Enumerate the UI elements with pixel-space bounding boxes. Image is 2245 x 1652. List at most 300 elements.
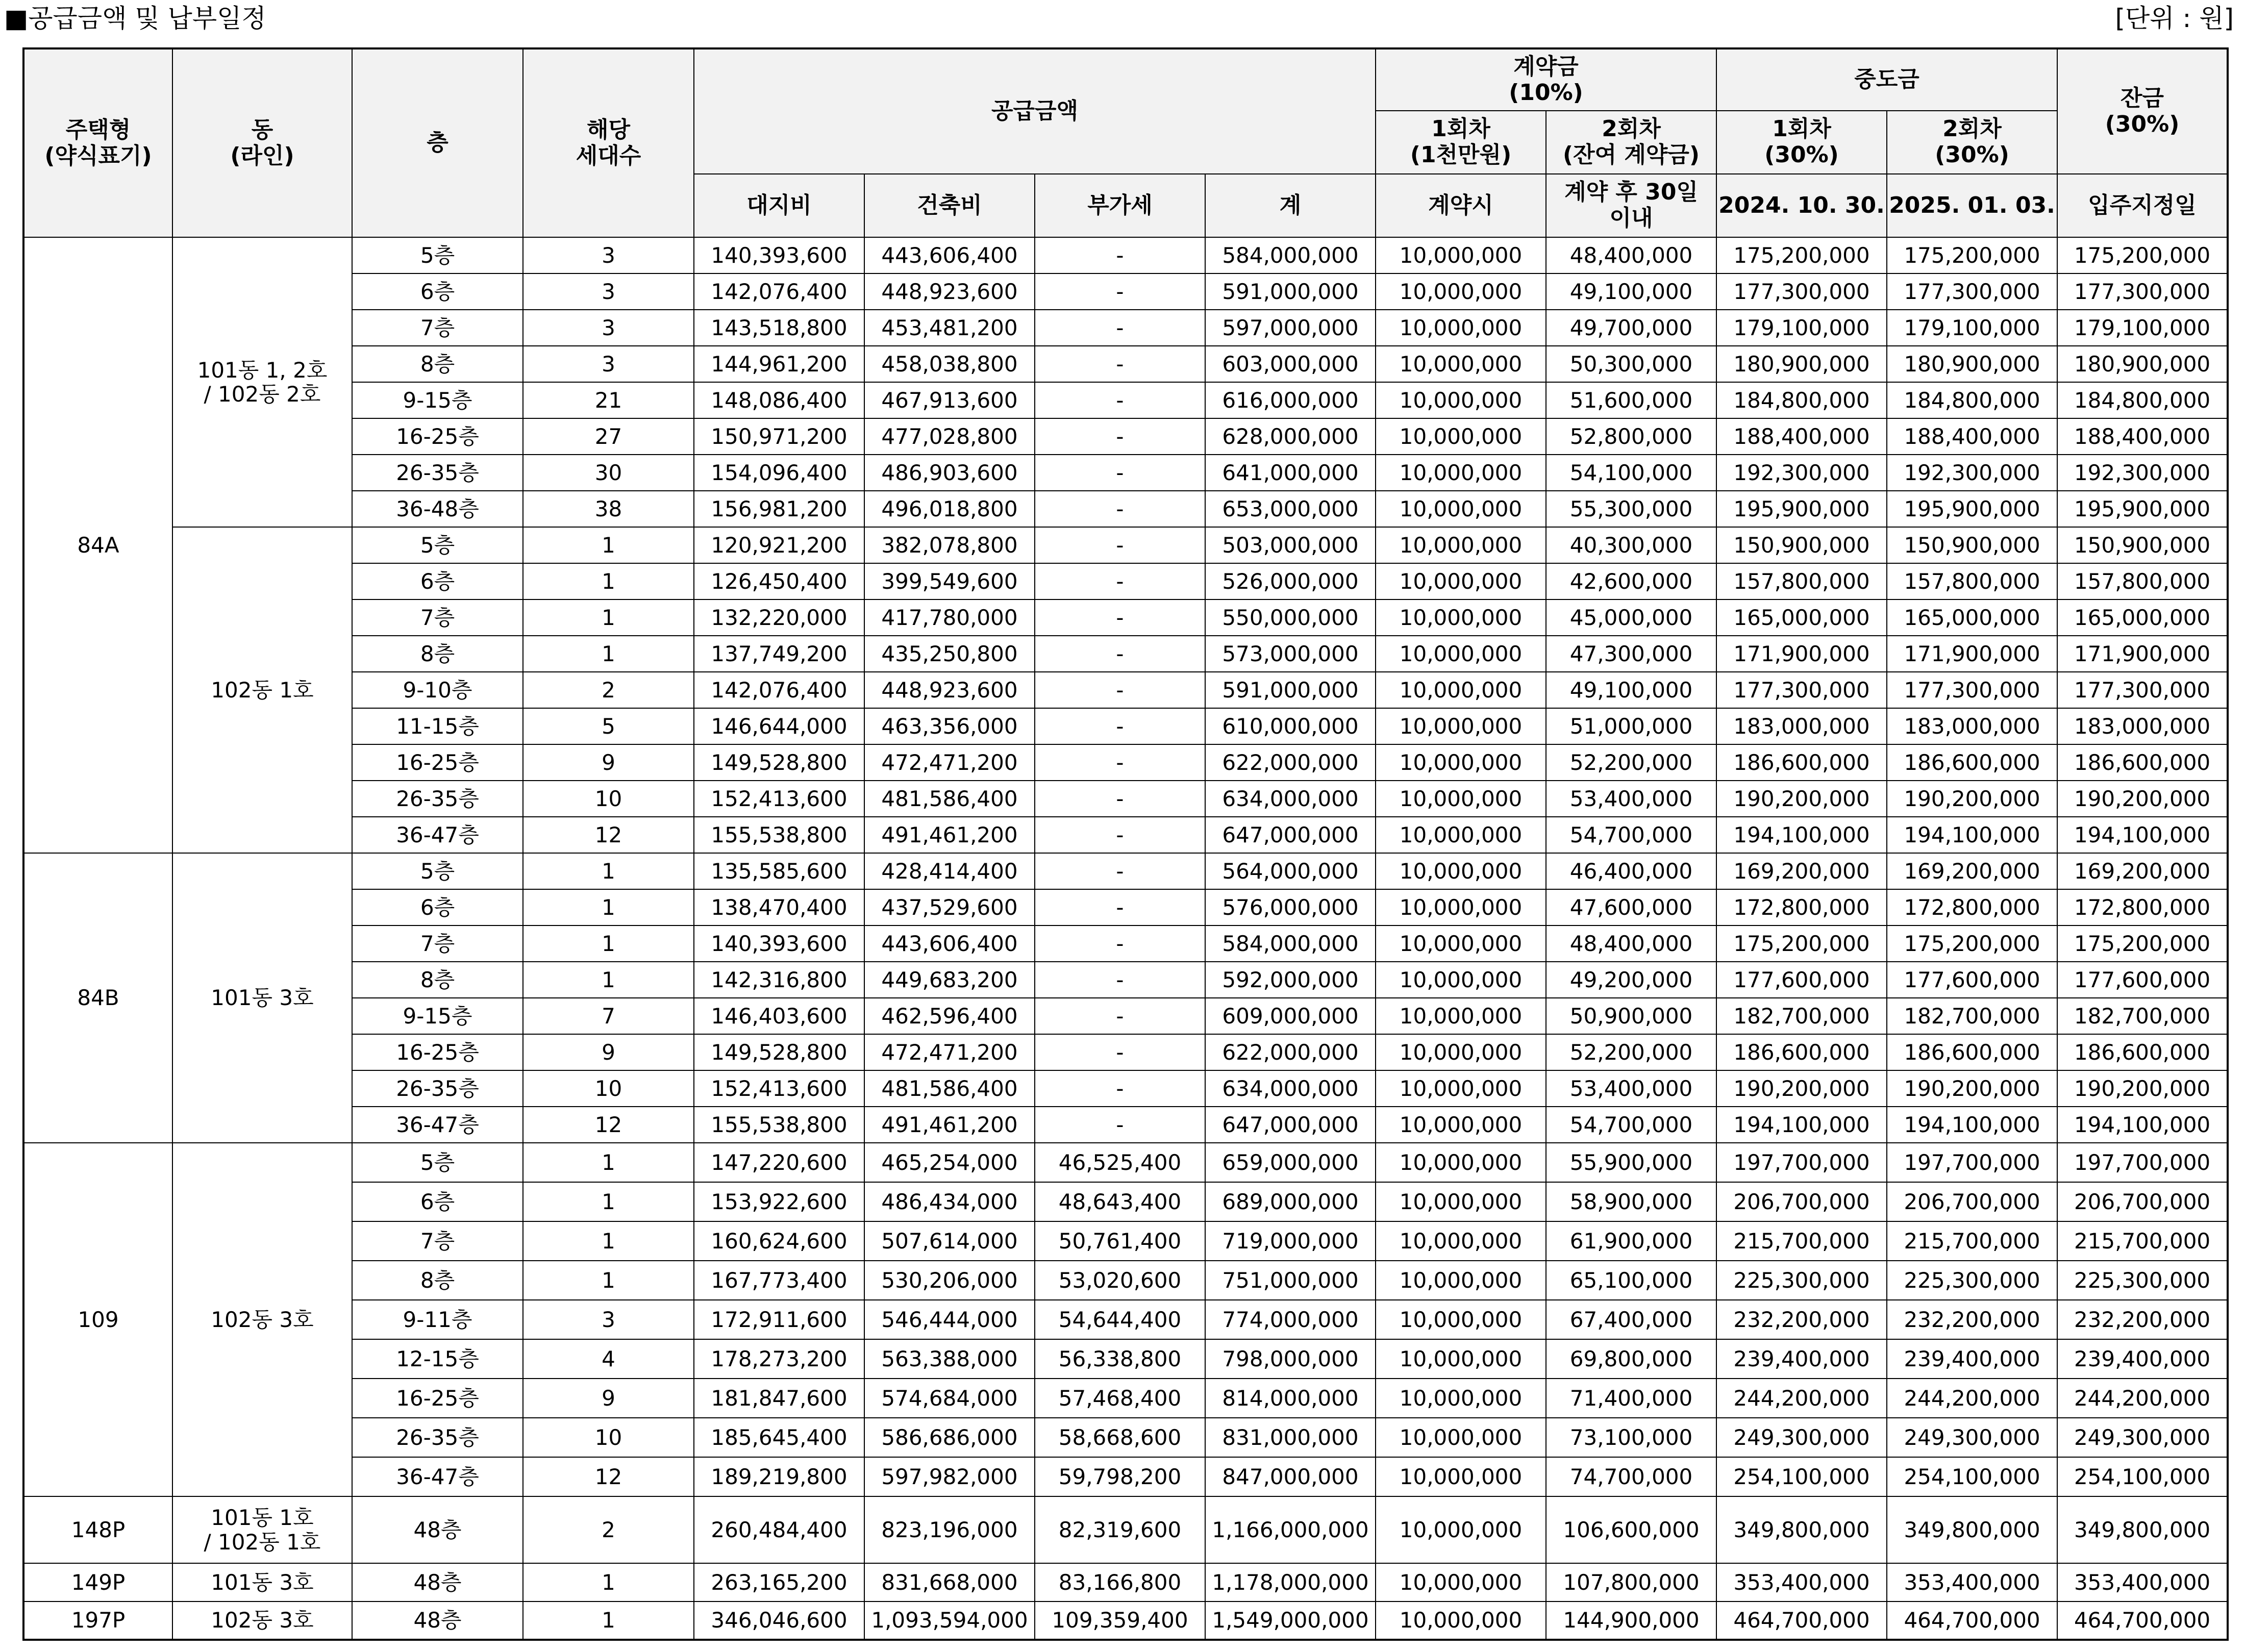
table-row xyxy=(23,1143,2228,1182)
total-cell: 564,000,000 xyxy=(1205,853,1376,889)
deposit-1-cell: 10,000,000 xyxy=(1376,491,1546,527)
households-cell: 9 xyxy=(523,1034,694,1070)
building-cost-cell: 491,461,200 xyxy=(864,1107,1035,1143)
deposit-1-cell: 10,000,000 xyxy=(1376,636,1546,672)
middle-1-cell: 254,100,000 xyxy=(1716,1457,1887,1496)
land-cost-cell: 132,220,000 xyxy=(694,599,864,636)
middle-2-cell: 239,400,000 xyxy=(1887,1339,2057,1379)
table-row xyxy=(23,1601,2228,1640)
deposit-2-cell: 54,700,000 xyxy=(1546,817,1716,853)
middle-1-cell: 206,700,000 xyxy=(1716,1182,1887,1221)
total-cell: 503,000,000 xyxy=(1205,527,1376,563)
table-row xyxy=(23,455,2228,491)
total-cell: 847,000,000 xyxy=(1205,1457,1376,1496)
deposit-1-cell: 10,000,000 xyxy=(1376,1107,1546,1143)
deposit-1-cell: 10,000,000 xyxy=(1376,1221,1546,1261)
middle-2-cell: 249,300,000 xyxy=(1887,1418,2057,1457)
total-cell: 573,000,000 xyxy=(1205,636,1376,672)
middle-2-cell: 244,200,000 xyxy=(1887,1379,2057,1418)
building-cost-cell: 463,356,000 xyxy=(864,708,1035,744)
balance-cell: 183,000,000 xyxy=(2057,708,2228,744)
table-row xyxy=(23,1107,2228,1143)
middle-1-cell: 177,600,000 xyxy=(1716,962,1887,998)
balance-cell: 169,200,000 xyxy=(2057,853,2228,889)
land-cost-cell: 142,076,400 xyxy=(694,273,864,310)
table-row xyxy=(23,925,2228,962)
building-cost-cell: 462,596,400 xyxy=(864,998,1035,1034)
middle-1-cell: 239,400,000 xyxy=(1716,1339,1887,1379)
floor-cell: 36-48층 xyxy=(352,491,523,527)
total-cell: 550,000,000 xyxy=(1205,599,1376,636)
table-row xyxy=(23,1418,2228,1457)
vat-cell: - xyxy=(1035,708,1205,744)
deposit-1-cell: 10,000,000 xyxy=(1376,672,1546,708)
deposit-1-cell: 10,000,000 xyxy=(1376,817,1546,853)
middle-2-cell: 179,100,000 xyxy=(1887,310,2057,346)
table-row xyxy=(23,708,2228,744)
middle-2-cell: 182,700,000 xyxy=(1887,998,2057,1034)
middle-1-cell: 188,400,000 xyxy=(1716,418,1887,455)
total-cell: 1,178,000,000 xyxy=(1205,1563,1376,1601)
middle-2-cell: 353,400,000 xyxy=(1887,1563,2057,1601)
land-cost-cell: 146,644,000 xyxy=(694,708,864,744)
middle-2-cell: 150,900,000 xyxy=(1887,527,2057,563)
households-cell: 3 xyxy=(523,237,694,273)
middle-1-cell: 197,700,000 xyxy=(1716,1143,1887,1182)
total-cell: 628,000,000 xyxy=(1205,418,1376,455)
header-total: 계 xyxy=(1205,174,1376,237)
total-cell: 591,000,000 xyxy=(1205,672,1376,708)
deposit-1-cell: 10,000,000 xyxy=(1376,346,1546,382)
deposit-1-cell: 10,000,000 xyxy=(1376,998,1546,1034)
middle-2-cell: 349,800,000 xyxy=(1887,1496,2057,1563)
floor-cell: 6층 xyxy=(352,563,523,599)
table-row xyxy=(23,382,2228,418)
middle-1-cell: 349,800,000 xyxy=(1716,1496,1887,1563)
floor-cell: 36-47층 xyxy=(352,1107,523,1143)
deposit-1-cell: 10,000,000 xyxy=(1376,1182,1546,1221)
total-cell: 584,000,000 xyxy=(1205,925,1376,962)
header-middle-2: 2회차 (30%) xyxy=(1887,111,2057,174)
middle-2-cell: 197,700,000 xyxy=(1887,1143,2057,1182)
land-cost-cell: 167,773,400 xyxy=(694,1261,864,1300)
building-cost-cell: 831,668,000 xyxy=(864,1563,1035,1601)
middle-2-cell: 157,800,000 xyxy=(1887,563,2057,599)
total-cell: 634,000,000 xyxy=(1205,1070,1376,1107)
middle-2-cell: 169,200,000 xyxy=(1887,853,2057,889)
deposit-2-cell: 40,300,000 xyxy=(1546,527,1716,563)
land-cost-cell: 144,961,200 xyxy=(694,346,864,382)
middle-2-cell: 184,800,000 xyxy=(1887,382,2057,418)
deposit-2-cell: 51,000,000 xyxy=(1546,708,1716,744)
middle-1-cell: 171,900,000 xyxy=(1716,636,1887,672)
vat-cell: - xyxy=(1035,418,1205,455)
deposit-2-cell: 69,800,000 xyxy=(1546,1339,1716,1379)
total-cell: 751,000,000 xyxy=(1205,1261,1376,1300)
middle-2-cell: 206,700,000 xyxy=(1887,1182,2057,1221)
deposit-2-cell: 42,600,000 xyxy=(1546,563,1716,599)
vat-cell: - xyxy=(1035,273,1205,310)
floor-cell: 16-25층 xyxy=(352,744,523,781)
header-supply: 공급금액 xyxy=(694,48,1376,174)
balance-cell: 190,200,000 xyxy=(2057,781,2228,817)
supply-price-table xyxy=(22,47,2229,1641)
floor-cell: 6층 xyxy=(352,889,523,925)
land-cost-cell: 263,165,200 xyxy=(694,1563,864,1601)
households-cell: 5 xyxy=(523,708,694,744)
households-cell: 1 xyxy=(523,599,694,636)
header-deposit-1-when: 계약시 xyxy=(1376,174,1546,237)
deposit-1-cell: 10,000,000 xyxy=(1376,563,1546,599)
households-cell: 38 xyxy=(523,491,694,527)
middle-2-cell: 194,100,000 xyxy=(1887,1107,2057,1143)
floor-cell: 48층 xyxy=(352,1496,523,1563)
deposit-1-cell: 10,000,000 xyxy=(1376,310,1546,346)
header-balance: 잔금 (30%) xyxy=(2057,48,2228,174)
total-cell: 1,549,000,000 xyxy=(1205,1601,1376,1640)
floor-cell: 16-25층 xyxy=(352,418,523,455)
land-cost-cell: 152,413,600 xyxy=(694,1070,864,1107)
building-cost-cell: 465,254,000 xyxy=(864,1143,1035,1182)
land-cost-cell: 142,076,400 xyxy=(694,672,864,708)
header-deposit-2-when: 계약 후 30일 이내 xyxy=(1546,174,1716,237)
middle-1-cell: 225,300,000 xyxy=(1716,1261,1887,1300)
floor-cell: 12-15층 xyxy=(352,1339,523,1379)
land-cost-cell: 137,749,200 xyxy=(694,636,864,672)
deposit-2-cell: 55,300,000 xyxy=(1546,491,1716,527)
table-row xyxy=(23,1261,2228,1300)
middle-1-cell: 182,700,000 xyxy=(1716,998,1887,1034)
land-cost-cell: 156,981,200 xyxy=(694,491,864,527)
balance-cell: 195,900,000 xyxy=(2057,491,2228,527)
households-cell: 10 xyxy=(523,1070,694,1107)
middle-2-cell: 225,300,000 xyxy=(1887,1261,2057,1300)
deposit-2-cell: 54,700,000 xyxy=(1546,1107,1716,1143)
dong-line-cell: 102동 3호 xyxy=(172,1601,352,1640)
middle-2-cell: 186,600,000 xyxy=(1887,1034,2057,1070)
deposit-1-cell: 10,000,000 xyxy=(1376,527,1546,563)
households-cell: 27 xyxy=(523,418,694,455)
total-cell: 647,000,000 xyxy=(1205,1107,1376,1143)
households-cell: 1 xyxy=(523,1563,694,1601)
vat-cell: 56,338,800 xyxy=(1035,1339,1205,1379)
building-cost-cell: 453,481,200 xyxy=(864,310,1035,346)
middle-2-cell: 190,200,000 xyxy=(1887,781,2057,817)
balance-cell: 225,300,000 xyxy=(2057,1261,2228,1300)
header-middle-1: 1회차 (30%) xyxy=(1716,111,1887,174)
total-cell: 597,000,000 xyxy=(1205,310,1376,346)
unit-type-cell: 109 xyxy=(23,1143,172,1496)
deposit-1-cell: 10,000,000 xyxy=(1376,1034,1546,1070)
total-cell: 1,166,000,000 xyxy=(1205,1496,1376,1563)
middle-1-cell: 183,000,000 xyxy=(1716,708,1887,744)
floor-cell: 8층 xyxy=(352,962,523,998)
table-row xyxy=(23,1457,2228,1496)
deposit-1-cell: 10,000,000 xyxy=(1376,455,1546,491)
households-cell: 9 xyxy=(523,744,694,781)
floor-cell: 48층 xyxy=(352,1563,523,1601)
balance-cell: 194,100,000 xyxy=(2057,1107,2228,1143)
floor-cell: 26-35층 xyxy=(352,781,523,817)
land-cost-cell: 172,911,600 xyxy=(694,1300,864,1339)
middle-1-cell: 169,200,000 xyxy=(1716,853,1887,889)
land-cost-cell: 155,538,800 xyxy=(694,1107,864,1143)
building-cost-cell: 530,206,000 xyxy=(864,1261,1035,1300)
middle-1-cell: 157,800,000 xyxy=(1716,563,1887,599)
deposit-2-cell: 61,900,000 xyxy=(1546,1221,1716,1261)
total-cell: 659,000,000 xyxy=(1205,1143,1376,1182)
deposit-1-cell: 10,000,000 xyxy=(1376,1457,1546,1496)
households-cell: 1 xyxy=(523,636,694,672)
middle-2-cell: 188,400,000 xyxy=(1887,418,2057,455)
middle-2-cell: 186,600,000 xyxy=(1887,744,2057,781)
land-cost-cell: 135,585,600 xyxy=(694,853,864,889)
balance-cell: 177,300,000 xyxy=(2057,273,2228,310)
deposit-1-cell: 10,000,000 xyxy=(1376,1300,1546,1339)
total-cell: 576,000,000 xyxy=(1205,889,1376,925)
deposit-1-cell: 10,000,000 xyxy=(1376,1339,1546,1379)
unit-type-cell: 148P xyxy=(23,1496,172,1563)
building-cost-cell: 486,903,600 xyxy=(864,455,1035,491)
land-cost-cell: 138,470,400 xyxy=(694,889,864,925)
building-cost-cell: 1,093,594,000 xyxy=(864,1601,1035,1640)
middle-1-cell: 190,200,000 xyxy=(1716,781,1887,817)
vat-cell: - xyxy=(1035,853,1205,889)
balance-cell: 171,900,000 xyxy=(2057,636,2228,672)
balance-cell: 177,300,000 xyxy=(2057,672,2228,708)
deposit-2-cell: 48,400,000 xyxy=(1546,925,1716,962)
vat-cell: 59,798,200 xyxy=(1035,1457,1205,1496)
table-row xyxy=(23,817,2228,853)
total-cell: 622,000,000 xyxy=(1205,744,1376,781)
deposit-2-cell: 49,700,000 xyxy=(1546,310,1716,346)
table-row xyxy=(23,1300,2228,1339)
middle-2-cell: 171,900,000 xyxy=(1887,636,2057,672)
table-row xyxy=(23,636,2228,672)
building-cost-cell: 496,018,800 xyxy=(864,491,1035,527)
balance-cell: 157,800,000 xyxy=(2057,563,2228,599)
building-cost-cell: 507,614,000 xyxy=(864,1221,1035,1261)
middle-1-cell: 244,200,000 xyxy=(1716,1379,1887,1418)
households-cell: 12 xyxy=(523,817,694,853)
floor-cell: 5층 xyxy=(352,1143,523,1182)
deposit-1-cell: 10,000,000 xyxy=(1376,962,1546,998)
deposit-1-cell: 10,000,000 xyxy=(1376,1418,1546,1457)
floor-cell: 7층 xyxy=(352,1221,523,1261)
balance-cell: 179,100,000 xyxy=(2057,310,2228,346)
building-cost-cell: 477,028,800 xyxy=(864,418,1035,455)
middle-1-cell: 186,600,000 xyxy=(1716,744,1887,781)
land-cost-cell: 149,528,800 xyxy=(694,1034,864,1070)
vat-cell: 57,468,400 xyxy=(1035,1379,1205,1418)
middle-2-cell: 177,300,000 xyxy=(1887,273,2057,310)
header-floor: 층 xyxy=(352,48,523,237)
households-cell: 1 xyxy=(523,962,694,998)
households-cell: 2 xyxy=(523,1496,694,1563)
middle-2-cell: 183,000,000 xyxy=(1887,708,2057,744)
middle-2-cell: 254,100,000 xyxy=(1887,1457,2057,1496)
vat-cell: 46,525,400 xyxy=(1035,1143,1205,1182)
building-cost-cell: 481,586,400 xyxy=(864,781,1035,817)
dong-line-cell: 102동 3호 xyxy=(172,1143,352,1496)
land-cost-cell: 181,847,600 xyxy=(694,1379,864,1418)
balance-cell: 215,700,000 xyxy=(2057,1221,2228,1261)
households-cell: 2 xyxy=(523,672,694,708)
middle-1-cell: 464,700,000 xyxy=(1716,1601,1887,1640)
deposit-1-cell: 10,000,000 xyxy=(1376,1143,1546,1182)
total-cell: 689,000,000 xyxy=(1205,1182,1376,1221)
households-cell: 1 xyxy=(523,889,694,925)
building-cost-cell: 491,461,200 xyxy=(864,817,1035,853)
balance-cell: 186,600,000 xyxy=(2057,1034,2228,1070)
total-cell: 647,000,000 xyxy=(1205,817,1376,853)
header-balance-when: 입주지정일 xyxy=(2057,174,2228,237)
households-cell: 3 xyxy=(523,346,694,382)
land-cost-cell: 126,450,400 xyxy=(694,563,864,599)
document-header xyxy=(0,0,2245,41)
total-cell: 610,000,000 xyxy=(1205,708,1376,744)
unit-type-cell: 197P xyxy=(23,1601,172,1640)
vat-cell: 48,643,400 xyxy=(1035,1182,1205,1221)
deposit-2-cell: 46,400,000 xyxy=(1546,853,1716,889)
header-type: 주택형 (약식표기) xyxy=(23,48,172,237)
header-land: 대지비 xyxy=(694,174,864,237)
deposit-1-cell: 10,000,000 xyxy=(1376,1070,1546,1107)
households-cell: 3 xyxy=(523,310,694,346)
land-cost-cell: 155,538,800 xyxy=(694,817,864,853)
total-cell: 616,000,000 xyxy=(1205,382,1376,418)
total-cell: 591,000,000 xyxy=(1205,273,1376,310)
table-row xyxy=(23,1221,2228,1261)
middle-1-cell: 190,200,000 xyxy=(1716,1070,1887,1107)
vat-cell: - xyxy=(1035,817,1205,853)
balance-cell: 175,200,000 xyxy=(2057,925,2228,962)
dong-line-cell: 101동 1, 2호 / 102동 2호 xyxy=(172,237,352,527)
floor-cell: 26-35층 xyxy=(352,1418,523,1457)
floor-cell: 16-25층 xyxy=(352,1034,523,1070)
table-row xyxy=(23,237,2228,273)
table-row xyxy=(23,998,2228,1034)
middle-1-cell: 179,100,000 xyxy=(1716,310,1887,346)
floor-cell: 8층 xyxy=(352,1261,523,1300)
total-cell: 526,000,000 xyxy=(1205,563,1376,599)
table-row xyxy=(23,599,2228,636)
balance-cell: 172,800,000 xyxy=(2057,889,2228,925)
households-cell: 12 xyxy=(523,1457,694,1496)
deposit-2-cell: 54,100,000 xyxy=(1546,455,1716,491)
floor-cell: 11-15층 xyxy=(352,708,523,744)
table-row xyxy=(23,1070,2228,1107)
floor-cell: 6층 xyxy=(352,273,523,310)
floor-cell: 9-10층 xyxy=(352,672,523,708)
balance-cell: 244,200,000 xyxy=(2057,1379,2228,1418)
total-cell: 609,000,000 xyxy=(1205,998,1376,1034)
vat-cell: - xyxy=(1035,527,1205,563)
deposit-2-cell: 74,700,000 xyxy=(1546,1457,1716,1496)
vat-cell: - xyxy=(1035,310,1205,346)
deposit-1-cell: 10,000,000 xyxy=(1376,889,1546,925)
households-cell: 3 xyxy=(523,1300,694,1339)
vat-cell: 82,319,600 xyxy=(1035,1496,1205,1563)
deposit-2-cell: 47,300,000 xyxy=(1546,636,1716,672)
deposit-2-cell: 49,100,000 xyxy=(1546,273,1716,310)
dong-line-cell: 101동 3호 xyxy=(172,1563,352,1601)
deposit-2-cell: 107,800,000 xyxy=(1546,1563,1716,1601)
middle-1-cell: 175,200,000 xyxy=(1716,925,1887,962)
floor-cell: 48층 xyxy=(352,1601,523,1640)
building-cost-cell: 586,686,000 xyxy=(864,1418,1035,1457)
building-cost-cell: 417,780,000 xyxy=(864,599,1035,636)
table-row xyxy=(23,1182,2228,1221)
table-row xyxy=(23,672,2228,708)
table-row xyxy=(23,1379,2228,1418)
dong-line-cell: 101동 1호 / 102동 1호 xyxy=(172,1496,352,1563)
header-units: 해당 세대수 xyxy=(523,48,694,237)
dong-line-cell: 101동 3호 xyxy=(172,853,352,1143)
households-cell: 4 xyxy=(523,1339,694,1379)
vat-cell: 50,761,400 xyxy=(1035,1221,1205,1261)
building-cost-cell: 443,606,400 xyxy=(864,925,1035,962)
vat-cell: - xyxy=(1035,1034,1205,1070)
households-cell: 21 xyxy=(523,382,694,418)
building-cost-cell: 435,250,800 xyxy=(864,636,1035,672)
deposit-2-cell: 106,600,000 xyxy=(1546,1496,1716,1563)
balance-cell: 254,100,000 xyxy=(2057,1457,2228,1496)
table-row xyxy=(23,1339,2228,1379)
households-cell: 1 xyxy=(523,1221,694,1261)
middle-1-cell: 172,800,000 xyxy=(1716,889,1887,925)
households-cell: 30 xyxy=(523,455,694,491)
balance-cell: 184,800,000 xyxy=(2057,382,2228,418)
deposit-1-cell: 10,000,000 xyxy=(1376,273,1546,310)
deposit-1-cell: 10,000,000 xyxy=(1376,1563,1546,1601)
vat-cell: - xyxy=(1035,346,1205,382)
total-cell: 641,000,000 xyxy=(1205,455,1376,491)
land-cost-cell: 153,922,600 xyxy=(694,1182,864,1221)
total-cell: 719,000,000 xyxy=(1205,1221,1376,1261)
middle-1-cell: 180,900,000 xyxy=(1716,346,1887,382)
vat-cell: - xyxy=(1035,599,1205,636)
unit-type-cell: 149P xyxy=(23,1563,172,1601)
households-cell: 7 xyxy=(523,998,694,1034)
deposit-1-cell: 10,000,000 xyxy=(1376,1261,1546,1300)
table-row xyxy=(23,781,2228,817)
table-row xyxy=(23,346,2228,382)
households-cell: 3 xyxy=(523,273,694,310)
header-deposit: 계약금 (10%) xyxy=(1376,48,1716,111)
deposit-2-cell: 55,900,000 xyxy=(1546,1143,1716,1182)
building-cost-cell: 458,038,800 xyxy=(864,346,1035,382)
middle-2-cell: 165,000,000 xyxy=(1887,599,2057,636)
land-cost-cell: 150,971,200 xyxy=(694,418,864,455)
middle-2-cell: 175,200,000 xyxy=(1887,237,2057,273)
households-cell: 1 xyxy=(523,563,694,599)
middle-1-cell: 194,100,000 xyxy=(1716,817,1887,853)
land-cost-cell: 189,219,800 xyxy=(694,1457,864,1496)
table-row xyxy=(23,1034,2228,1070)
deposit-2-cell: 52,200,000 xyxy=(1546,744,1716,781)
deposit-1-cell: 10,000,000 xyxy=(1376,1379,1546,1418)
table-row xyxy=(23,1563,2228,1601)
middle-2-cell: 177,600,000 xyxy=(1887,962,2057,998)
building-cost-cell: 472,471,200 xyxy=(864,744,1035,781)
building-cost-cell: 472,471,200 xyxy=(864,1034,1035,1070)
middle-2-cell: 194,100,000 xyxy=(1887,817,2057,853)
deposit-2-cell: 49,200,000 xyxy=(1546,962,1716,998)
floor-cell: 9-15층 xyxy=(352,382,523,418)
deposit-1-cell: 10,000,000 xyxy=(1376,382,1546,418)
land-cost-cell: 146,403,600 xyxy=(694,998,864,1034)
